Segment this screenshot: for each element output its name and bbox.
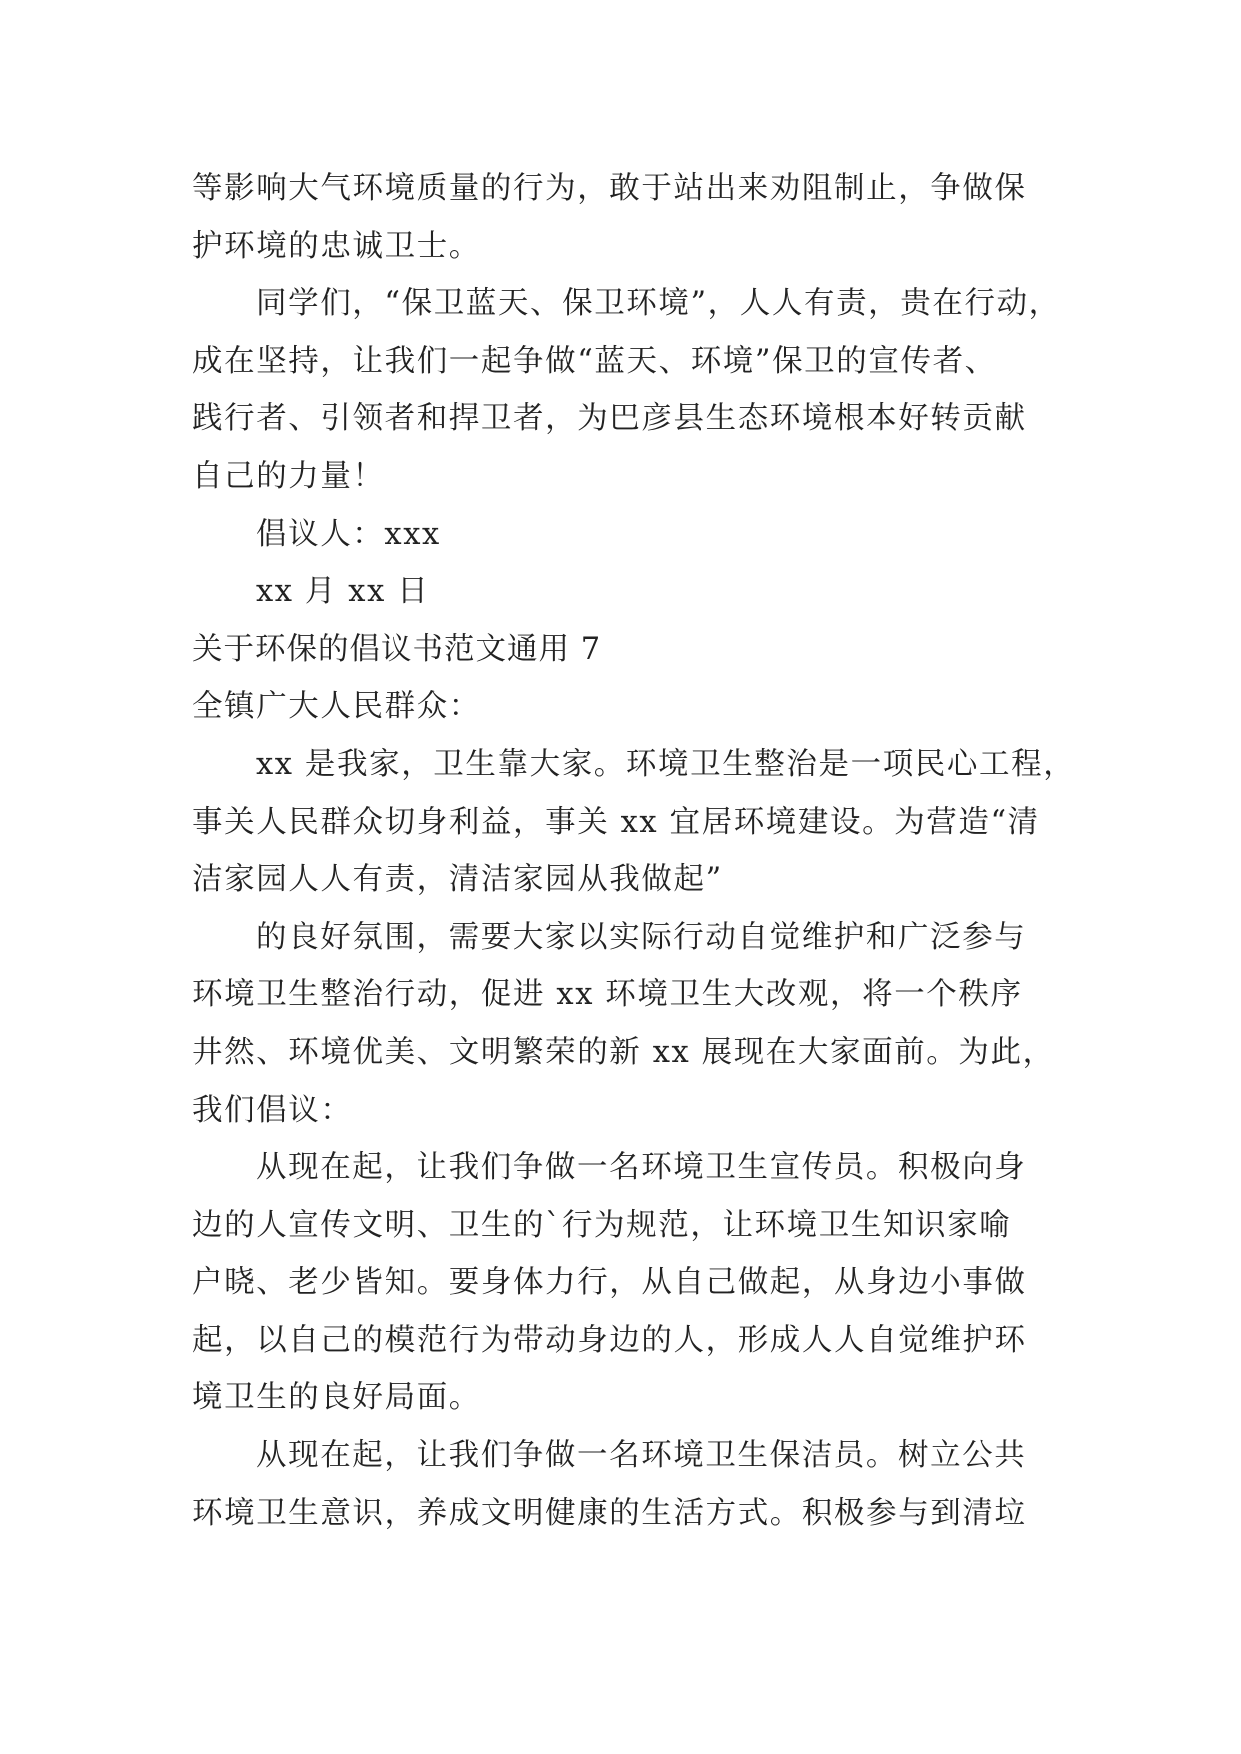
date-line: xx 月 xx 日 <box>256 574 430 610</box>
text-line: 起，以自己的模范行为带动身边的人，形成人人自觉维护环 <box>192 1322 1027 1358</box>
text-line: 边的人宣传文明、卫生的`行为规范，让环境卫生知识家喻 <box>192 1207 1012 1243</box>
text-line: 我们倡议： <box>192 1092 353 1128</box>
text-line: 自己的力量！ <box>192 458 385 494</box>
text-line: 践行者、引领者和捍卫者，为巴彦县生态环境根本好转贡献 <box>192 401 1027 437</box>
text-line: 事关人民群众切身利益，事关 xx 宜居环境建设。为营造“清 <box>192 804 1040 840</box>
text-line: 环境卫生整治行动，促进 xx 环境卫生大改观，将一个秩序 <box>192 977 1023 1013</box>
text-line: 户晓、老少皆知。要身体力行，从自己做起，从身边小事做 <box>192 1265 1027 1301</box>
text-line: 境卫生的良好局面。 <box>192 1380 481 1416</box>
signature-line: 倡议人：xxx <box>256 516 441 552</box>
text-line: 护环境的忠诚卫士。 <box>192 228 481 264</box>
text-line: 同学们，“保卫蓝天、保卫环境”，人人有责，贵在行动， <box>256 286 1061 322</box>
document-body <box>192 160 1076 1542</box>
section-heading: 关于环保的倡议书范文通用 7 <box>192 631 602 667</box>
text-line: 井然、环境优美、文明繁荣的新 xx 展现在大家面前。为此， <box>192 1034 1055 1070</box>
text-line: 洁家园人人有责，清洁家园从我做起” <box>192 862 723 898</box>
salutation-line: 全镇广大人民群众： <box>192 689 481 725</box>
text-line: xx 是我家，卫生靠大家。环境卫生整治是一项民心工程， <box>256 746 1076 782</box>
text-line: 的良好氛围，需要大家以实际行动自觉维护和广泛参与 <box>256 919 1027 955</box>
text-line: 环境卫生意识，养成文明健康的生活方式。积极参与到清垃 <box>192 1495 1027 1531</box>
text-line: 从现在起，让我们争做一名环境卫生保洁员。树立公共 <box>256 1438 1027 1474</box>
text-line: 等影响大气环境质量的行为，敢于站出来劝阻制止，争做保 <box>192 171 1027 206</box>
text-line: 从现在起，让我们争做一名环境卫生宣传员。积极向身 <box>256 1150 1027 1186</box>
text-line: 成在坚持，让我们一起争做“蓝天、环境”保卫的宣传者、 <box>192 343 997 379</box>
